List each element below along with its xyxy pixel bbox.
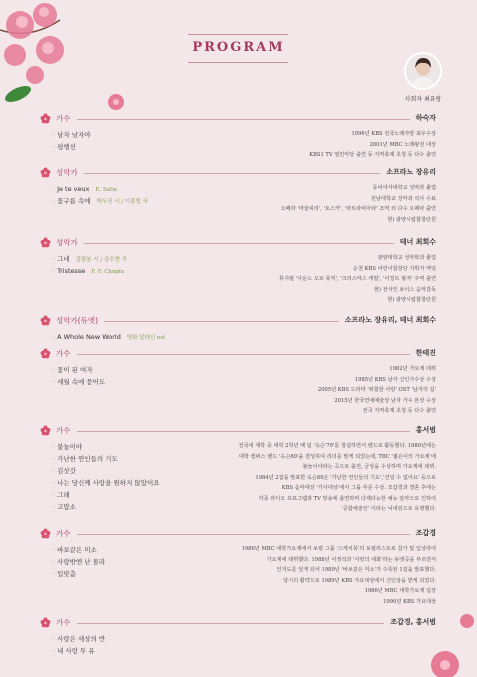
section-rule	[77, 431, 410, 432]
section-category: 가수	[56, 114, 71, 123]
side-blossom-decoration	[458, 612, 476, 630]
bullet-dot: ·	[52, 570, 55, 578]
bio-line: 가요계에 데뷔했다. 1988년 이정석과 '사랑의 대화'라는 듀엣곡을 부르면서	[266, 556, 436, 563]
song-item	[52, 453, 160, 465]
bio-line: 현) 광양시립합창단원	[387, 297, 436, 303]
bullet-dot: ·	[52, 333, 55, 341]
performer-bio	[309, 129, 436, 161]
song-item	[52, 129, 91, 141]
section-header	[44, 113, 436, 125]
bio-line: KBS 음악대상 '가사대상'에서 그룹 부문 수상. 조갑경과 결혼 후에는	[281, 485, 436, 491]
bullet-dot: ·	[52, 503, 55, 511]
bio-line: 1996년 KBS 전국노래자랑 최우수상	[351, 131, 436, 137]
song-credit: 박두진 시 / 이흥렬 곡	[96, 199, 148, 205]
program-section	[44, 348, 436, 414]
bullet-dot: ·	[52, 546, 55, 554]
bio-line: 전남대학교 성악과 석사 수료	[370, 195, 436, 202]
performer-bio	[318, 364, 436, 417]
song-title: Tristesse	[57, 267, 86, 275]
bullet-dot: ·	[52, 185, 55, 193]
song-list	[52, 129, 91, 153]
section-header	[44, 237, 436, 249]
section-performer: 홍서범	[415, 426, 436, 434]
bio-line: 2001년 MBC 노래왕전 대상	[369, 141, 436, 148]
program-header	[0, 0, 477, 110]
program-section	[44, 315, 436, 341]
section-header	[44, 348, 436, 360]
section-category: 가수	[56, 349, 71, 358]
song-credit: 영화 알라딘 ost	[126, 335, 166, 341]
bio-line: 오페라 '마술피리', '토스카', '라트라비아타' 조역 외 다수 오페라 출연	[280, 206, 436, 212]
program-section	[44, 528, 436, 605]
blossom-bullet-icon	[40, 425, 51, 436]
title-bottom-rule	[188, 62, 288, 63]
song-title: 김삿갓	[57, 467, 76, 475]
performer-bio	[279, 253, 436, 306]
bullet-dot: ·	[52, 491, 55, 499]
song-item	[52, 364, 105, 376]
song-title: A Whole New World	[57, 333, 121, 341]
program-section	[44, 425, 436, 512]
section-category: 성악가	[56, 238, 78, 247]
bio-line: '공합예술인' 이라는 닉네임으로 유명했다.	[341, 506, 436, 512]
blossom-bullet-icon	[40, 237, 51, 248]
bio-line: 동덕여자대학교 성악과 졸업	[372, 185, 436, 191]
bio-line: 현) 광양시립합창단원	[387, 216, 436, 223]
song-item	[52, 195, 148, 207]
bullet-dot: ·	[52, 647, 55, 655]
song-title: 남자 남자야	[57, 131, 91, 139]
bio-line: 인지도를 얻게 되어 1989년 '바보같은 미소'가 수록된 1집을 발표했다.	[276, 567, 436, 573]
bio-line: 1985년 KBS 남자 신인가수상 수상	[354, 376, 436, 383]
section-performer: 소프라노 장유리, 테너 최회수	[344, 316, 436, 324]
song-title: 꽃구름 속에	[57, 197, 91, 205]
song-item	[52, 501, 160, 513]
corner-blossom-decoration	[420, 645, 477, 677]
section-category: 성악가	[56, 168, 78, 177]
song-title: Je te veux	[57, 185, 90, 193]
bullet-dot: ·	[52, 443, 55, 451]
blossom-bullet-icon	[40, 348, 51, 359]
section-performer: 테너 최회수	[399, 238, 436, 246]
bullet-dot: ·	[52, 455, 55, 463]
song-item	[52, 645, 105, 657]
bio-line: 1986년 MBC 대학가요제 입상	[364, 588, 436, 594]
song-item	[52, 633, 105, 645]
section-performer: 조갑경, 홍서범	[390, 618, 436, 626]
bio-line: 1990년 KBS 가요대상	[383, 598, 436, 605]
song-item	[52, 477, 160, 489]
bio-line: 2015년 한국연예예술상 남자 가수 본상 수상	[334, 397, 436, 404]
bullet-dot: ·	[52, 558, 55, 566]
title-top-rule	[188, 34, 288, 35]
section-performer: 하숙자	[415, 114, 436, 122]
song-credit: 김말봉 시 / 금수현 곡	[75, 257, 127, 263]
section-rule	[84, 173, 380, 174]
song-list	[52, 364, 105, 388]
performer-bio	[281, 183, 436, 225]
section-rule	[77, 623, 384, 624]
song-item	[52, 376, 105, 388]
bullet-dot: ·	[52, 467, 55, 475]
bio-line: 현) 전사인 보이스 음악감독	[373, 286, 436, 293]
song-title: 가난한 연인들의 기도	[57, 455, 118, 463]
section-header	[44, 617, 436, 629]
section-performer: 조갑경	[415, 529, 436, 537]
program-section	[44, 617, 436, 655]
blossom-bullet-icon	[40, 617, 51, 628]
song-title: 사랑밖엔 난 몰라	[57, 558, 106, 566]
bio-line: 불놀이야라는 곡으로 출전, 금상을 수상하며 가요계에 데뷔.	[302, 464, 436, 470]
song-item	[52, 441, 160, 453]
song-credit: F. F. Chopin	[91, 269, 125, 275]
bullet-dot: ·	[52, 143, 55, 151]
song-list	[52, 183, 148, 207]
song-title: 나는 당신께 사랑을 원하지 않았어요	[57, 479, 160, 487]
bullet-dot: ·	[52, 635, 55, 643]
blossom-bullet-icon	[40, 315, 51, 326]
song-title: 불놀이야	[57, 443, 83, 451]
song-list	[52, 253, 127, 277]
host-card	[399, 52, 447, 103]
bio-line: KBS1 TV 열린마당 출연 등 지역축제 초청 등 다수 출연	[309, 152, 436, 158]
section-category: 가수	[56, 618, 71, 627]
song-item	[52, 253, 127, 265]
bullet-dot: ·	[52, 197, 55, 205]
bio-line: 2005년 KBS 드라마 '위험한 사랑' OST '남자의 길'	[317, 387, 436, 393]
song-title: 그네	[57, 255, 70, 263]
song-item	[52, 568, 105, 580]
song-title: 그래	[57, 491, 70, 499]
blossom-bullet-icon	[40, 528, 51, 539]
bio-line: 당시의 활약으로 1989년 KBS 가요대상에서 신인상을 받게 되었다.	[283, 577, 436, 584]
performer-bio	[238, 441, 436, 515]
song-list	[52, 441, 160, 513]
bio-line: 대학 캠퍼스 밴드 '옥슨80'을 결성하여 리더를 맡게 되었는데, TBC '젊은이의 가요제'에	[238, 453, 436, 460]
song-item	[52, 141, 91, 153]
section-header	[44, 425, 436, 437]
host-photo	[404, 52, 442, 90]
program-section	[44, 237, 436, 303]
song-list	[52, 633, 105, 657]
bullet-dot: ·	[52, 366, 55, 374]
performer-bio	[242, 544, 436, 607]
song-item	[52, 544, 105, 556]
bullet-dot: ·	[52, 479, 55, 487]
section-rule	[104, 321, 339, 322]
section-performer: 한태진	[415, 349, 436, 357]
page-title: PROGRAM	[192, 40, 285, 55]
program-section	[44, 167, 436, 223]
section-category: 가수	[56, 426, 71, 435]
section-category: 가수	[56, 529, 71, 538]
bio-line: 뮤지컬 '사운드 오브 뮤직', '크리스마스 캐럴', '이징트 왕자' 주역 출연	[279, 276, 436, 282]
bio-line: 광양대학교 성악학과 졸업	[377, 255, 436, 261]
bullet-dot: ·	[52, 267, 55, 275]
bullet-dot: ·	[52, 378, 55, 386]
section-rule	[84, 243, 394, 244]
song-title: 꽃이 된 여자	[57, 366, 93, 374]
bio-line: 전국대 재학 중 대학 2학년 때 팀 '옥슨'79'를 창설하면서 밴드로 활동했다. 1980년에는	[238, 443, 436, 449]
song-title: 세월 속에 묻어도	[57, 378, 106, 386]
bio-line: 1984년 2집을 발표한 옥슨80은 '가난한 연인들의 기도','건널 수 없어요' 등으로	[255, 474, 436, 481]
host-caption: 사회자 최유랑	[404, 96, 442, 103]
song-title: 입맞춤	[57, 570, 76, 578]
song-item	[52, 265, 127, 277]
song-list	[52, 544, 105, 580]
song-item	[52, 331, 165, 343]
section-rule	[77, 119, 410, 120]
section-category: 성악가(듀엣)	[56, 316, 99, 325]
song-list	[52, 331, 165, 343]
song-title: 고맙소	[57, 503, 76, 511]
bio-line: 순천 KBS 어린이합창단 지휘자 역임	[353, 265, 436, 272]
song-item	[52, 489, 160, 501]
section-header	[44, 528, 436, 540]
blossom-bullet-icon	[40, 113, 51, 124]
song-item	[52, 465, 160, 477]
section-rule	[77, 354, 410, 355]
bio-line: 1986년 MBC 대학가요제에서 보컬 그룹 '스케치북'의 보컬리스트로 참가 및 입상하여	[241, 546, 436, 552]
song-title: 평행선	[57, 143, 76, 151]
bio-line: 전국 지역축제 초청 등 다수 출연	[362, 408, 436, 414]
bio-line: 1982년 가요계 데뷔	[389, 366, 436, 372]
section-header	[44, 315, 436, 327]
section-performer: 소프라노 장유리	[386, 168, 436, 176]
song-title: 사랑은 세상의 반	[57, 635, 106, 643]
section-rule	[77, 534, 410, 535]
bullet-dot: ·	[52, 255, 55, 263]
song-credit: E. Satie	[95, 187, 118, 193]
bio-line: 각종 라디오 프로그램과 TV 방송에 출연하며 다재다능한 예능 감각으로 인하여	[258, 495, 436, 502]
blossom-bullet-icon	[40, 167, 51, 178]
song-item	[52, 183, 148, 195]
section-header	[44, 167, 436, 179]
song-title: 바보같은 미소	[57, 546, 97, 554]
song-title: 내 사랑 투 유	[57, 647, 95, 655]
song-item	[52, 556, 105, 568]
program-section	[44, 113, 436, 158]
bullet-dot: ·	[52, 131, 55, 139]
